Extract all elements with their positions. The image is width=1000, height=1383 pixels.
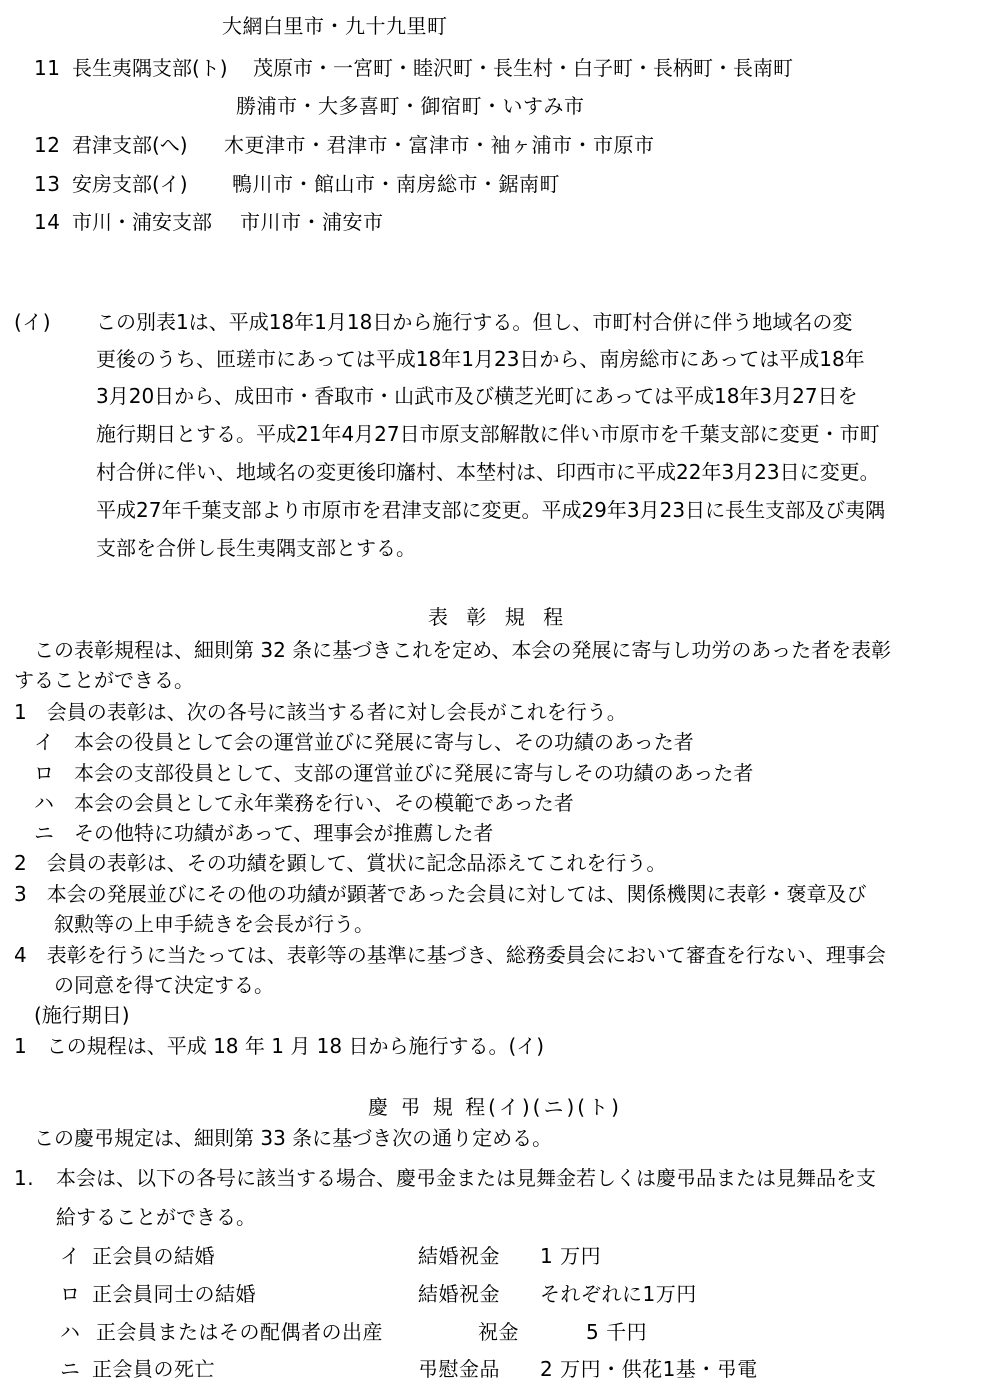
note-line: 支部を合併し長生夷隅支部とする。 bbox=[96, 536, 416, 560]
branch-name: 市川・浦安支部 bbox=[72, 210, 212, 234]
commendation-line: 3 本会の発展並びにその他の功績が顕著であった会員に対しては、関係機関に表彰・褒章及び bbox=[14, 882, 867, 906]
branch-areas: 茂原市・一宮町・睦沢町・長生村・白子町・長柄町・長南町 bbox=[253, 56, 793, 80]
note-mark: (イ) bbox=[14, 310, 52, 334]
row-mark: ニ bbox=[60, 1357, 81, 1381]
note-line: 3月20日から、成田市・香取市・山武市及び横芝光町にあっては平成18年3月27日を bbox=[96, 384, 858, 408]
commendation-line: 叙勲等の上申手続きを会長が行う。 bbox=[14, 912, 374, 936]
item-text: 本会は、以下の各号に該当する場合、慶弔金または見舞金若しくは慶弔品または見舞品を支 bbox=[56, 1166, 876, 1190]
commendation-line: 1 会員の表彰は、次の各号に該当する者に対し会長がこれを行う。 bbox=[14, 700, 627, 724]
commendation-line: ハ 本会の会員として永年業務を行い、その模範であった者 bbox=[14, 791, 574, 815]
branch-name: 安房支部(イ) bbox=[72, 172, 188, 196]
commendation-line: (施行期日) bbox=[14, 1003, 130, 1027]
row-mark: ハ bbox=[60, 1320, 81, 1344]
commendation-line: ロ 本会の支部役員として、支部の運営並びに発展に寄与しその功績のあった者 bbox=[14, 761, 754, 785]
branch-number: 11 bbox=[34, 56, 61, 80]
note-line: この別表1は、平成18年1月18日から施行する。但し、市町村合併に伴う地域名の変 bbox=[96, 310, 853, 334]
branch-areas: 勝浦市・大多喜町・御宿町・いすみ市 bbox=[236, 94, 585, 118]
commendation-line: この表彰規程は、細則第 32 条に基づきこれを定め、本会の発展に寄与し功労のあった者を表彰 bbox=[14, 638, 892, 662]
item-number: 1. bbox=[14, 1166, 35, 1190]
branch-number: 14 bbox=[34, 210, 61, 234]
commendation-line: 4 表彰を行うに当たっては、表彰等の基準に基づき、総務委員会において審査を行ない、理事会 bbox=[14, 943, 886, 967]
row-event: 正会員の結婚 bbox=[92, 1244, 215, 1268]
row-mark: ロ bbox=[60, 1282, 81, 1306]
branch-name: 君津支部(へ) bbox=[72, 133, 188, 157]
condolence-intro: この慶弔規定は、細則第 33 条に基づき次の通り定める。 bbox=[14, 1126, 553, 1150]
commendation-line: ニ その他特に功績があって、理事会が推薦した者 bbox=[14, 821, 494, 845]
commendation-line: 1 この規程は、平成 18 年 1 月 18 日から施行する。(イ) bbox=[14, 1034, 545, 1058]
branch-number: 13 bbox=[34, 172, 61, 196]
row-type: 祝金 bbox=[478, 1320, 519, 1344]
branch-areas: 木更津市・君津市・富津市・袖ヶ浦市・市原市 bbox=[224, 133, 655, 157]
row-amount: 1 万円 bbox=[540, 1244, 602, 1268]
note-line: 平成27年千葉支部より市原市を君津支部に変更。平成29年3月23日に長生支部及び夷隅 bbox=[96, 498, 886, 522]
branch-number: 12 bbox=[34, 133, 61, 157]
branch-areas: 鴨川市・館山市・南房総市・鋸南町 bbox=[232, 172, 560, 196]
row-event: 正会員同士の結婚 bbox=[92, 1282, 256, 1306]
commendation-line: イ 本会の役員として会の運営並びに発展に寄与し、その功績のあった者 bbox=[14, 730, 694, 754]
row-type: 結婚祝金 bbox=[418, 1282, 500, 1306]
commendation-line: 2 会員の表彰は、その功績を顕して、賞状に記念品添えてこれを行う。 bbox=[14, 851, 667, 875]
branch-area-continuation: 大網白里市・九十九里町 bbox=[222, 14, 448, 38]
item-text: 給することができる。 bbox=[56, 1205, 256, 1229]
row-mark: イ bbox=[60, 1244, 81, 1268]
row-type: 弔慰金品 bbox=[418, 1357, 500, 1381]
branch-name: 長生夷隅支部(ト) bbox=[72, 56, 228, 80]
note-line: 村合併に伴い、地域名の変更後印旛村、本埜村は、印西市に平成22年3月23日に変更。 bbox=[96, 460, 880, 484]
row-event: 正会員またはその配偶者の出産 bbox=[96, 1320, 383, 1344]
commendation-line: することができる。 bbox=[14, 668, 194, 692]
section-title: 慶 弔 規 程(イ)(ニ)(ト) bbox=[368, 1095, 622, 1119]
note-line: 更後のうち、匝瑳市にあっては平成18年1月23日から、南房総市にあっては平成18年 bbox=[96, 347, 865, 371]
row-amount: 5 千円 bbox=[586, 1320, 648, 1344]
row-type: 結婚祝金 bbox=[418, 1244, 500, 1268]
row-amount: それぞれに1万円 bbox=[540, 1282, 697, 1306]
row-event: 正会員の死亡 bbox=[92, 1357, 215, 1381]
commendation-line: の同意を得て決定する。 bbox=[14, 973, 274, 997]
branch-areas: 市川市・浦安市 bbox=[240, 210, 384, 234]
note-line: 施行期日とする。平成21年4月27日市原支部解散に伴い市原市を千葉支部に変更・市町 bbox=[96, 422, 880, 446]
row-amount: 2 万円・供花1基・弔電 bbox=[540, 1357, 758, 1381]
section-title: 表 彰 規 程 bbox=[428, 605, 570, 629]
